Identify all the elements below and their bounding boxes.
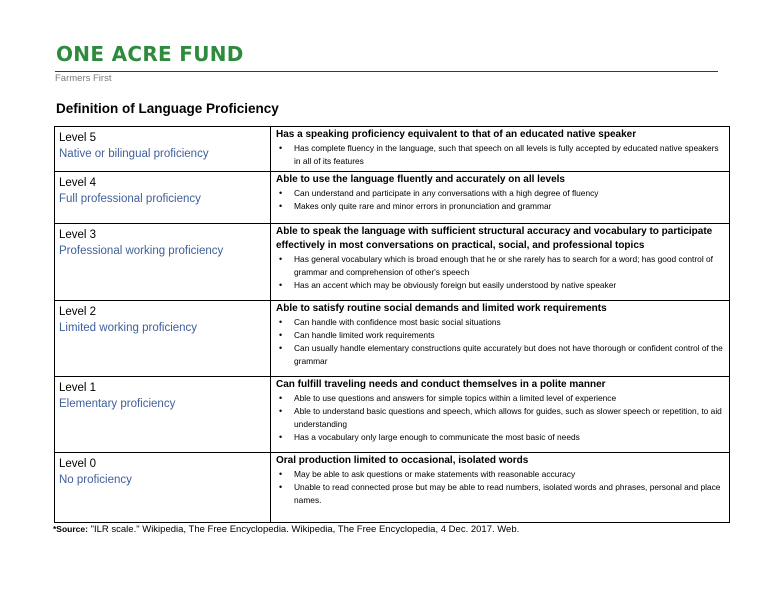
description-bullets: [276, 392, 723, 444]
source-text: "ILR scale." Wikipedia, The Free Encyclopedia. Wikipedia, The Free Encyclopedia, 4 Dec. 2017. Web.: [87, 524, 520, 535]
description-cell: [271, 301, 730, 377]
bullet-item: • Has complete fluency in the language, such that speech on all levels is fully accepted by educated native speakers in all of its features: [294, 142, 723, 168]
level-name: Elementary proficiency: [59, 398, 176, 410]
level-name: Native or bilingual proficiency: [59, 148, 209, 160]
proficiency-table: [54, 126, 730, 523]
description-heading: Has a speaking proficiency equivalent to that of an educated native speaker: [276, 129, 637, 140]
level-cell: [55, 301, 271, 377]
description-bullets: [276, 253, 723, 292]
level-number: Level 3: [59, 229, 97, 241]
source-label: *Source:: [53, 524, 88, 534]
bullet-item: • Has a vocabulary only large enough to communicate the most basic of needs: [294, 431, 723, 444]
level-name: Professional working proficiency: [59, 245, 224, 257]
description-cell: [271, 224, 730, 301]
table-row: [55, 127, 730, 172]
level-number: Level 5: [59, 132, 97, 144]
source-citation: [53, 524, 519, 535]
description-bullets: [276, 468, 723, 507]
description-bullets: [276, 316, 723, 368]
level-cell: [55, 453, 271, 523]
description-cell: [271, 172, 730, 224]
level-number: Level 1: [59, 382, 97, 394]
table-row: [55, 301, 730, 377]
bullet-item: • Has an accent which may be obviously foreign but easily understood by native speaker: [294, 279, 723, 292]
level-name: No proficiency: [59, 474, 132, 486]
table-row: [55, 377, 730, 453]
bullet-item: • Can handle limited work requirements: [294, 329, 723, 342]
description-cell: [271, 453, 730, 523]
description-cell: [271, 127, 730, 172]
bullet-item: • Able to use questions and answers for simple topics within a limited level of experience: [294, 392, 723, 405]
description-cell: [271, 377, 730, 453]
level-name: Full professional proficiency: [59, 193, 201, 205]
level-number: Level 2: [59, 306, 97, 318]
level-cell: [55, 377, 271, 453]
level-name: Limited working proficiency: [59, 322, 198, 334]
level-cell: [55, 224, 271, 301]
bullet-item: • Has general vocabulary which is broad enough that he or she rarely has to search for a word; has good control of grammar and comprehension of other's speech: [294, 253, 723, 279]
table-row: [55, 453, 730, 523]
level-cell: [55, 127, 271, 172]
bullet-item: • Can handle with confidence most basic social situations: [294, 316, 723, 329]
document-title: Definition of Language Proficiency: [56, 101, 279, 116]
description-heading: Oral production limited to occasional, isolated words: [276, 455, 529, 466]
level-number: Level 0: [59, 458, 97, 470]
description-heading: Able to speak the language with sufficient structural accuracy and vocabulary to participate effectively in most conversations on practical, social, and professional topics: [276, 226, 713, 251]
description-heading: Able to use the language fluently and accurately on all levels: [276, 174, 565, 185]
description-bullets: [276, 187, 723, 213]
description-bullets: [276, 142, 723, 168]
bullet-item: • Can understand and participate in any conversations with a high degree of fluency: [294, 187, 723, 200]
tagline: Farmers First: [55, 73, 112, 84]
description-heading: Able to satisfy routine social demands and limited work requirements: [276, 303, 607, 314]
description-heading: Can fulfill traveling needs and conduct themselves in a polite manner: [276, 379, 606, 390]
header-divider: [55, 71, 718, 72]
table-row: [55, 224, 730, 301]
bullet-item: • Can usually handle elementary constructions quite accurately but does not have thorough or confident control of the grammar: [294, 342, 723, 368]
bullet-item: • Makes only quite rare and minor errors in pronunciation and grammar: [294, 200, 723, 213]
one-acre-fund-logo: ONE ACRE FUND: [56, 42, 244, 66]
bullet-item: • Unable to read connected prose but may be able to read numbers, isolated words and phrases, personal and place names.: [294, 481, 723, 507]
table-row: [55, 172, 730, 224]
bullet-item: • Able to understand basic questions and speech, which allows for guides, such as slower speech or repetition, to aid understanding: [294, 405, 723, 431]
bullet-item: • May be able to ask questions or make statements with reasonable accuracy: [294, 468, 723, 481]
level-cell: [55, 172, 271, 224]
level-number: Level 4: [59, 177, 97, 189]
